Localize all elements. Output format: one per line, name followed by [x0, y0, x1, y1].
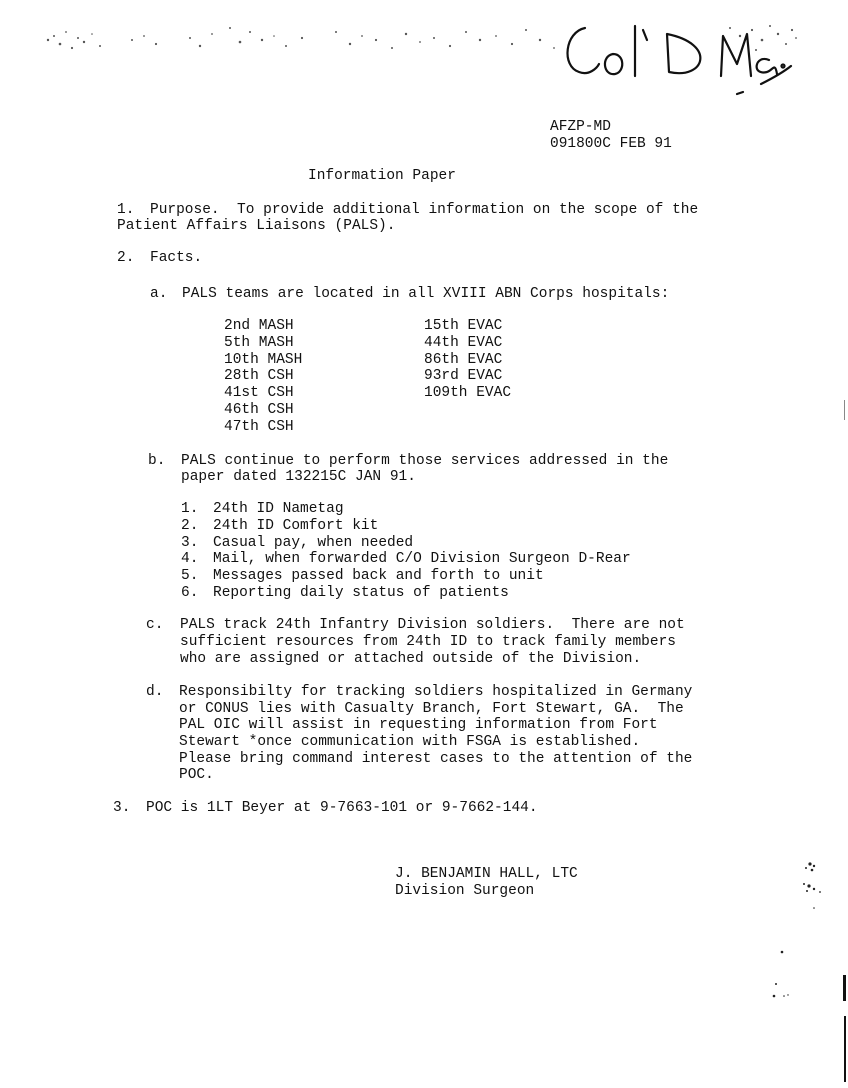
para2c-line3: who are assigned or attached outside of the Division.	[180, 651, 642, 667]
list-item: 41st CSH	[224, 385, 294, 402]
list-item: 28th CSH	[224, 368, 294, 385]
list-item: Reporting daily status of patients	[213, 584, 509, 601]
scan-edge-mark	[844, 400, 845, 420]
para2b-line1: PALS continue to perform those services addressed in the	[181, 453, 669, 469]
para2-label: Facts.	[150, 250, 203, 266]
scan-speck-cluster	[768, 948, 798, 1008]
hospital-list-left	[224, 318, 302, 436]
list-item-number: 2.	[181, 517, 199, 534]
list-item: 2nd MASH	[224, 318, 294, 334]
para2d-line2: or CONUS lies with Casualty Branch, Fort Stewart, GA. The	[179, 701, 684, 717]
para2a-letter: a.	[150, 286, 168, 302]
para2d-letter: d.	[146, 684, 164, 700]
para2c-line2: sufficient resources from 24th ID to track family members	[180, 634, 676, 650]
scan-edge-mark	[844, 1016, 846, 1082]
services-list	[213, 501, 631, 602]
list-item: 86th EVAC	[424, 351, 503, 368]
hospital-list-right	[424, 318, 511, 402]
list-item: 46th CSH	[224, 401, 294, 418]
para2b-letter: b.	[148, 453, 166, 469]
list-item: Mail, when forwarded C/O Division Surgeon D-Rear	[213, 551, 631, 568]
para2d-line6: POC.	[179, 767, 214, 783]
scan-speck-cluster	[796, 856, 828, 916]
para2b-line2: paper dated 132215C JAN 91.	[181, 469, 416, 485]
office-symbol: AFZP-MD	[550, 119, 611, 135]
para2d-line3: PAL OIC will assist in requesting information from Fort	[179, 717, 658, 733]
date-time-group: 091800C FEB 91	[550, 136, 672, 152]
list-item: 109th EVAC	[424, 385, 512, 402]
list-item: 15th EVAC	[424, 318, 503, 334]
signature-title: Division Surgeon	[395, 883, 535, 899]
list-item: 93rd EVAC	[424, 368, 503, 385]
para3-number: 3.	[113, 800, 131, 816]
list-item: 10th MASH	[224, 351, 303, 368]
signature-name: J. BENJAMIN HALL, LTC	[395, 866, 578, 882]
para2d-line5: Please bring command interest cases to the attention of the	[179, 751, 693, 767]
para2d-line4: Stewart *once communication with FSGA is established.	[179, 734, 641, 750]
para2d-line1: Responsibilty for tracking soldiers hospitalized in Germany	[179, 684, 693, 700]
list-item: 47th CSH	[224, 418, 294, 435]
list-item: 5th MASH	[224, 334, 294, 351]
document-title: Information Paper	[308, 168, 456, 184]
list-item: Casual pay, when needed	[213, 534, 414, 551]
list-item: 24th ID Nametag	[213, 501, 344, 517]
para2-number: 2.	[117, 250, 135, 266]
para1-line1: Purpose. To provide additional information on the scope of the	[150, 202, 699, 218]
handwritten-annotation-image	[555, 14, 795, 104]
list-item-number: 6.	[181, 584, 199, 601]
services-numbers	[181, 501, 198, 602]
list-item-number: 3.	[181, 534, 199, 551]
para1-number: 1.	[117, 202, 135, 218]
para3-text: POC is 1LT Beyer at 9-7663-101 or 9-7662-144.	[146, 800, 538, 816]
list-item-number: 4.	[181, 551, 199, 568]
list-item-number: 5.	[181, 568, 199, 585]
list-item: Messages passed back and forth to unit	[213, 568, 544, 585]
scan-edge-mark	[843, 975, 846, 1001]
list-item: 24th ID Comfort kit	[213, 517, 379, 534]
para2c-line1: PALS track 24th Infantry Division soldiers. There are not	[180, 617, 685, 633]
para1-line2: Patient Affairs Liaisons (PALS).	[117, 218, 396, 234]
list-item-number: 1.	[181, 501, 199, 517]
list-item: 44th EVAC	[424, 334, 503, 351]
para2c-letter: c.	[146, 617, 164, 633]
para2a-text: PALS teams are located in all XVIII ABN Corps hospitals:	[182, 286, 670, 302]
